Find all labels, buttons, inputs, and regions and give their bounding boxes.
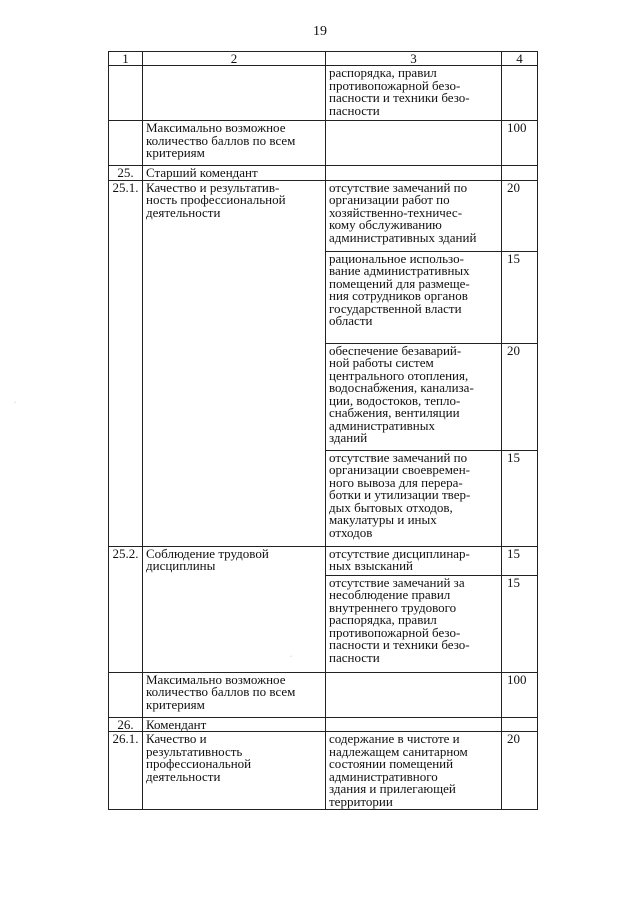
indicator-cell [326, 717, 502, 732]
criterion-cell [143, 180, 326, 546]
text-line: ных взысканий [329, 558, 413, 573]
text-line: противопожарной безо- [329, 624, 461, 640]
text-line: области [329, 313, 373, 328]
text-line: обеспечение безаварий- [329, 342, 462, 358]
indicator-cell [326, 732, 502, 810]
text-line: Максимально возможное [146, 671, 286, 687]
text-line: надлежащем санитарном [329, 743, 468, 759]
text-line: противопожарной безо- [329, 77, 461, 93]
table-row [109, 717, 538, 732]
text-line: количество баллов по всем [146, 684, 296, 699]
score-cell: 15 [502, 251, 538, 343]
indicator-cell [326, 180, 502, 251]
indicator-cell [326, 121, 502, 166]
text-line: распорядка, правил [329, 612, 437, 627]
text-line: территории [329, 793, 393, 809]
text-line: отходов [329, 524, 373, 540]
text-line: рациональное использо- [329, 250, 464, 266]
column-header-2: 2 [143, 52, 326, 66]
text-line: пасности и техники безо- [329, 637, 470, 652]
score-cell: 20 [502, 732, 538, 810]
item-number-cell [109, 66, 143, 121]
text-line: государственной власти [329, 300, 462, 316]
score-cell: 15 [502, 575, 538, 672]
scan-speck: · [290, 654, 292, 660]
text-line: ность профессиональной [146, 192, 286, 207]
text-line: профессиональной [146, 756, 252, 771]
item-number-cell [109, 121, 143, 166]
text-line: снабжения, вентиляции [329, 405, 460, 420]
criterion-cell [143, 166, 326, 181]
text-line: содержание в чистоте и [329, 731, 460, 746]
score-cell [502, 717, 538, 732]
text-line: Комендант [146, 716, 207, 732]
score-cell: 15 [502, 450, 538, 546]
text-line: организации работ по [329, 192, 450, 207]
criterion-cell [143, 66, 326, 121]
indicator-cell [326, 546, 502, 575]
indicator-cell [326, 343, 502, 450]
text-line: количество баллов по всем [146, 132, 296, 148]
text-line: Максимально возможное [146, 120, 286, 135]
text-line: здания и прилегающей [329, 781, 456, 796]
score-cell [502, 66, 538, 121]
table-header-row [109, 52, 538, 66]
text-line: деятельности [146, 204, 221, 220]
score-cell: 20 [502, 343, 538, 450]
text-line: дых бытовых отходов, [329, 499, 453, 515]
criterion-cell [143, 121, 326, 166]
indicator-cell [326, 672, 502, 717]
table-row [109, 732, 538, 810]
column-header-4: 4 [502, 52, 538, 66]
page-number: 19 [313, 24, 327, 39]
text-line: водоснабжения, канализа- [329, 380, 474, 395]
score-cell: 100 [502, 121, 538, 166]
text-line: вание административных [329, 263, 470, 278]
text-line: критериям [146, 696, 205, 712]
criterion-cell [143, 546, 326, 672]
text-line: хозяйственно-техничес- [329, 204, 463, 220]
score-cell: 15 [502, 546, 538, 575]
criterion-cell [143, 717, 326, 732]
indicator-cell [326, 66, 502, 121]
text-line: отсутствие дисциплинар- [329, 545, 470, 561]
text-line: кому обслуживанию [329, 217, 442, 232]
text-line: состоянии помещений [329, 756, 454, 771]
text-line: распорядка, правил [329, 65, 437, 80]
text-line: организации своевремен- [329, 462, 470, 477]
text-line: отсутствие замечаний по [329, 179, 468, 195]
text-line: Соблюдение трудовой [146, 545, 269, 561]
text-line: пасности и техники безо- [329, 90, 470, 105]
text-line: ции, водостоков, тепло- [329, 392, 461, 408]
score-cell: 100 [502, 672, 538, 717]
text-line: внутреннего трудового [329, 599, 457, 615]
item-number-cell: 25.2. [109, 546, 143, 672]
criterion-cell [143, 672, 326, 717]
text-line: отсутствие замечаний по [329, 449, 468, 465]
text-line: макулатуры и иных [329, 512, 437, 527]
criteria-table [108, 51, 538, 810]
text-line: административных [329, 417, 435, 433]
table-row [109, 166, 538, 181]
criterion-cell [143, 732, 326, 810]
table-row [109, 672, 538, 717]
item-number-cell: 26. [109, 717, 143, 732]
score-cell [502, 166, 538, 181]
item-number-cell: 25.1. [109, 180, 143, 546]
scan-speck: · [14, 400, 16, 406]
text-line: пасности [329, 649, 380, 665]
item-number-cell [109, 672, 143, 717]
text-line: несоблюдение правил [329, 587, 451, 602]
table-row [109, 66, 538, 121]
text-line: центрального отопления, [329, 367, 469, 383]
indicator-cell [326, 251, 502, 343]
text-line: ботки и утилизации твер- [329, 487, 471, 502]
text-line: Качество и результатив- [146, 179, 280, 195]
text-line: критериям [146, 145, 205, 160]
table-row [109, 180, 538, 251]
text-line: ной работы систем [329, 355, 434, 370]
column-header-1: 1 [109, 52, 143, 66]
indicator-cell [326, 450, 502, 546]
indicator-cell [326, 575, 502, 672]
text-line: Качество и [146, 731, 207, 746]
text-line: пасности [329, 102, 380, 118]
text-line: деятельности [146, 768, 221, 784]
text-line: Старший комендант [146, 165, 258, 180]
item-number-cell: 26.1. [109, 732, 143, 810]
indicator-cell [326, 166, 502, 181]
text-line: административных зданий [329, 229, 477, 245]
text-line: дисциплины [146, 558, 216, 573]
item-number-cell: 25. [109, 166, 143, 181]
text-line: помещений для размеще- [329, 275, 470, 291]
text-line: ния сотрудников органов [329, 288, 468, 303]
text-line: зданий [329, 430, 368, 445]
text-line: отсутствие замечаний за [329, 574, 465, 590]
text-line: результативность [146, 743, 243, 759]
table-row [109, 121, 538, 166]
table-body [109, 66, 538, 810]
score-cell: 20 [502, 180, 538, 251]
text-line: ного вывоза для перера- [329, 474, 463, 490]
table-row [109, 546, 538, 575]
text-line: административного [329, 768, 438, 784]
column-header-3: 3 [326, 52, 502, 66]
